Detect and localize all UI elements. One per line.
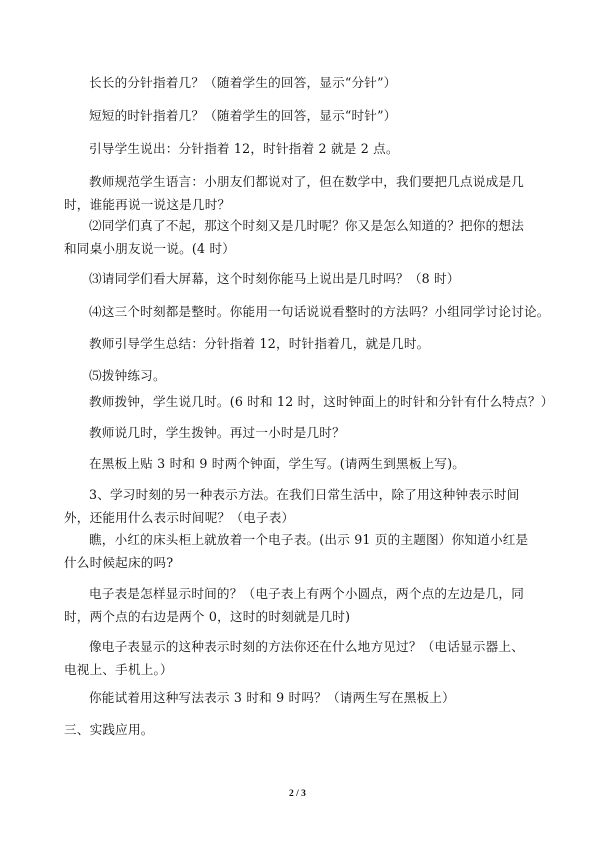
section-heading: 三、实践应用。 — [64, 722, 154, 737]
paragraph-3: 引导学生说出：分针指着 12，时针指着 2 就是 2 点。 — [89, 141, 399, 156]
paragraph-4: 教师规范学生语言：小朋友们都说对了，但在数学中，我们要把几点说成是几时，谁能再说一说这是几时？ — [64, 174, 524, 212]
paragraph-13: 3、学习时刻的另一种表示方法。在我们日常生活中，除了用这种钟表示时间外，还能用什么表示时间呢？（电子表） — [64, 487, 520, 525]
paragraph-2: 短短的时针指着几？（随着学生的回答，显示“时针”） — [89, 108, 397, 123]
paragraph-11: 教师说几时，学生拨钟。再过一小时是几时？ — [89, 425, 345, 440]
paragraph-17: 你能试着用这种写法表示 3 时和 9 时吗？（请两生写在黑板上） — [89, 690, 455, 705]
paragraph-8: 教师引导学生总结：分针指着 12，时针指着几，就是几时。 — [89, 336, 430, 351]
paragraph-9: ⑸拨钟练习。 — [89, 368, 166, 383]
paragraph-1: 长长的分针指着几？（随着学生的回答，显示“分针”） — [89, 75, 397, 90]
paragraph-15: 电子表是怎样显示时间的？（电子表上有两个小圆点，两个点的左边是几，同时，两个点的右边是两个 0，这时的时刻就是几时) — [64, 586, 524, 624]
paragraph-6: ⑶请同学们看大屏幕，这个时刻你能马上说出是几时吗？（8 时） — [89, 271, 460, 286]
paragraph-5: ⑵同学们真了不起，那这个时刻又是几时呢？你又是怎么知道的？把你的想法和同桌小朋友说一说。(4 时） — [64, 218, 524, 256]
paragraph-16: 像电子表显示的这种表示时刻的方法你还在什么地方见过？（电话显示器上、电视上、手机上。） — [64, 639, 524, 677]
paragraph-10: 教师拨钟，学生说几时。(6 时和 12 时，这时钟面上的时针和分针有什么特点？） — [89, 394, 554, 409]
page-number: 2 / 3 — [289, 789, 306, 799]
paragraph-14: 瞧，小红的床头柜上就放着一个电子表。(出示 91 页的主题图）你知道小红是什么时候起床的吗? — [64, 532, 529, 570]
paragraph-12: 在黑板上贴 3 时和 9 时两个钟面，学生写。(请两生到黑板上写)。 — [89, 456, 466, 471]
paragraph-7: ⑷这三个时刻都是整时。你能用一句话说说看整时的方法吗？小组同学讨论讨论。 — [89, 304, 550, 319]
